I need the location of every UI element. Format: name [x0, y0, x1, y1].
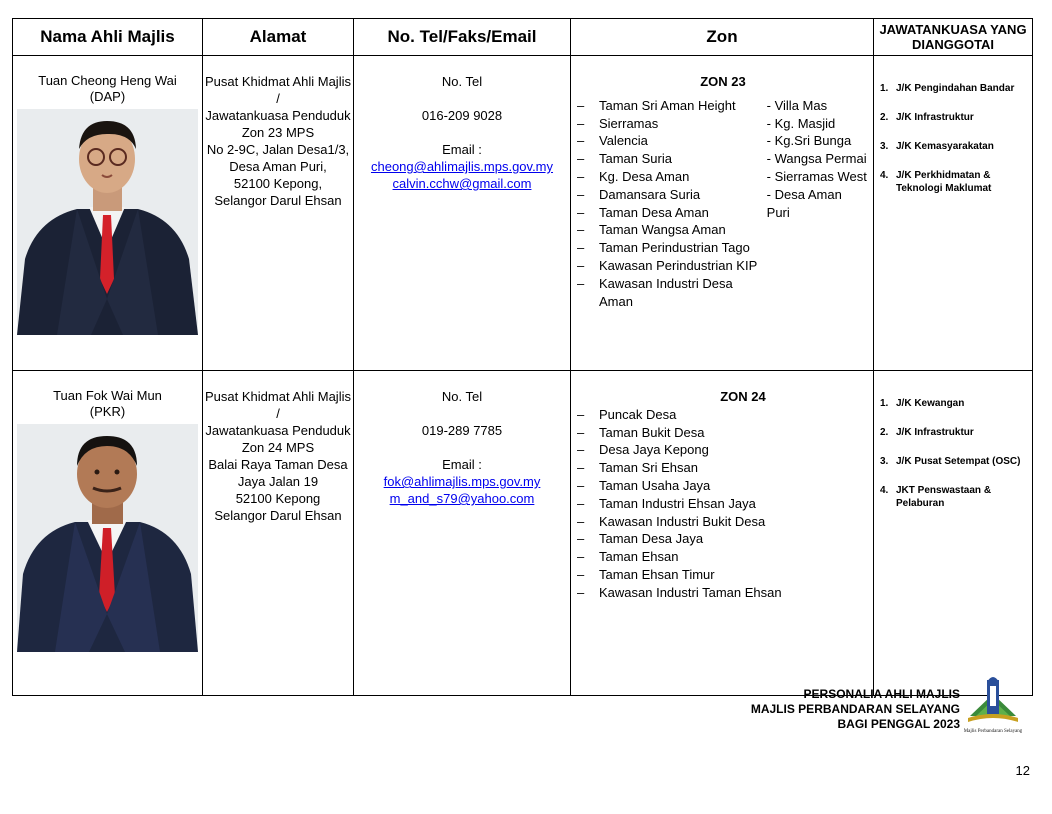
address-line: 52100 Kepong, [233, 176, 323, 191]
member-row [13, 56, 1033, 371]
email-link[interactable]: calvin.cchw@gmail.com [392, 176, 532, 191]
header-address: Alamat [203, 19, 354, 56]
member-party: (PKR) [89, 404, 126, 419]
list-item: – Taman Suria [577, 150, 767, 168]
email-link[interactable]: fok@ahlimajlis.mps.gov.my [383, 474, 541, 489]
member-committees [874, 371, 1033, 696]
footer-line: BAGI PENGGAL 2023 [837, 717, 960, 731]
list-item: – Damansara Suria [577, 186, 767, 204]
tel-label: No. Tel [441, 74, 483, 89]
address-line: 52100 Kepong [235, 491, 321, 506]
address-line: Selangor Darul Ehsan [214, 193, 342, 208]
zone-list [577, 406, 869, 602]
list-item: - Kg. Masjid [766, 115, 836, 131]
footer-title [751, 687, 960, 732]
address-line: Jawatankuasa Penduduk [205, 423, 351, 438]
list-item: – Taman Desa Aman [577, 204, 767, 222]
member-party: (DAP) [89, 89, 126, 104]
address-line: No 2-9C, Jalan Desa1/3, [206, 142, 350, 157]
list-item: – Puncak Desa [577, 406, 869, 424]
tel-label: No. Tel [441, 389, 483, 404]
council-members-table [12, 18, 1033, 696]
address-line: Zon 24 MPS [241, 440, 315, 455]
member-contact [354, 371, 571, 696]
address-line: Selangor Darul Ehsan [214, 508, 342, 523]
tel-number: 016-209 9028 [421, 108, 503, 123]
logo-caption: Majlis Perbandaran Selayang [964, 729, 1022, 734]
list-item: – Sierramas [577, 115, 767, 133]
member-address [203, 371, 354, 696]
list-item: – Taman Industri Ehsan Jaya [577, 495, 869, 513]
header-contact: No. Tel/Faks/Email [354, 19, 571, 56]
list-item: – Taman Ehsan [577, 548, 869, 566]
address-line: Jawatankuasa Penduduk [205, 108, 351, 123]
member-contact [354, 56, 571, 371]
list-item: – Kawasan Industri Desa Aman [577, 275, 767, 311]
list-item: - Desa Aman Puri [766, 186, 842, 220]
list-item: – Taman Wangsa Aman [577, 221, 767, 239]
list-item: – Taman Usaha Jaya [577, 477, 869, 495]
council-logo [964, 672, 1022, 734]
list-item: - Villa Mas [766, 97, 828, 113]
list-item: – Kg. Desa Aman [577, 168, 767, 186]
address-line: Pusat Khidmat Ahli Majlis / [205, 74, 351, 106]
list-item: – Taman Perindustrian Tago [577, 239, 767, 257]
header-name: Nama Ahli Majlis [13, 19, 203, 56]
committee-item: 3. J/K Kemasyarakatan [880, 141, 994, 152]
zone-title: ZON 24 [720, 389, 766, 404]
member-name-cell [13, 56, 203, 371]
committee-item: 4. J/K Perkhidmatan & Teknologi Maklumat [880, 170, 992, 194]
footer-line: PERSONALIA AHLI MAJLIS [803, 687, 960, 701]
address-line: Desa Aman Puri, [229, 159, 327, 174]
committee-item: 1. J/K Pengindahan Bandar [880, 83, 1015, 94]
list-item: - Sierramas West [766, 168, 867, 184]
list-item: – Taman Sri Aman Height [577, 97, 767, 115]
committee-item: 2. J/K Infrastruktur [880, 112, 974, 123]
list-item: – Taman Desa Jaya [577, 530, 869, 548]
list-item: – Kawasan Perindustrian KIP [577, 257, 767, 275]
member-row [13, 371, 1033, 696]
member-committees [874, 56, 1033, 371]
list-item: - Wangsa Permai [766, 151, 867, 167]
list-item: – Kawasan Industri Bukit Desa [577, 513, 869, 531]
header-row [13, 19, 1033, 56]
header-zone: Zon [571, 19, 874, 56]
member-name: Tuan Cheong Heng Wai [38, 73, 177, 88]
list-item: – Taman Sri Ehsan [577, 459, 869, 477]
footer-line: MAJLIS PERBANDARAN SELAYANG [750, 702, 960, 716]
list-item: - Kg.Sri Bunga [766, 133, 852, 149]
tel-number: 019-289 7785 [421, 423, 503, 438]
member-name: Tuan Fok Wai Mun [53, 388, 162, 403]
address-line: Zon 23 MPS [241, 125, 315, 140]
zone-list [577, 97, 767, 311]
member-name-cell [13, 371, 203, 696]
member-address [203, 56, 354, 371]
email-label: Email : [442, 457, 482, 472]
email-label: Email : [442, 142, 482, 157]
list-item: – Kawasan Industri Taman Ehsan [577, 584, 869, 602]
list-item: – Taman Bukit Desa [577, 424, 869, 442]
list-item: – Valencia [577, 132, 767, 150]
member-photo [17, 424, 198, 652]
address-line: Balai Raya Taman Desa [208, 457, 348, 472]
member-photo [17, 109, 198, 335]
address-line: Jaya Jalan 19 [237, 474, 319, 489]
email-link[interactable]: m_and_s79@yahoo.com [389, 491, 535, 506]
list-item: – Taman Ehsan Timur [577, 566, 869, 584]
committee-item: 4. JKT Penswastaan & Pelaburan [880, 485, 992, 509]
header-committee: JAWATANKUASA YANG DIANGGOTAI [874, 19, 1033, 56]
member-zone [571, 371, 874, 696]
address-line: Pusat Khidmat Ahli Majlis / [205, 389, 351, 421]
page-number: 12 [1015, 763, 1030, 778]
zone-title: ZON 23 [700, 74, 746, 89]
zone-list-secondary [767, 97, 869, 311]
committee-item: 2. J/K Infrastruktur [880, 427, 974, 438]
committee-item: 1. J/K Kewangan [880, 398, 965, 409]
email-link[interactable]: cheong@ahlimajlis.mps.gov.my [370, 159, 554, 174]
committee-item: 3. J/K Pusat Setempat (OSC) [880, 456, 1021, 467]
list-item: – Desa Jaya Kepong [577, 441, 869, 459]
member-zone [571, 56, 874, 371]
